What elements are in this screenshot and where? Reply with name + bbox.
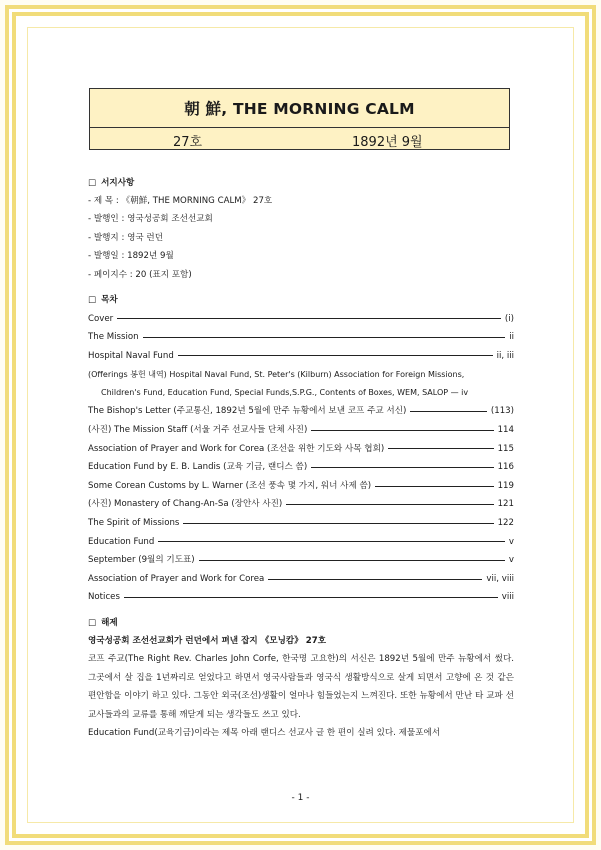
toc-entry: (사진) The Mission Staff (서울 거주 선교사들 단체 사진) 114 [88, 425, 514, 436]
toc-entry-offerings-cont: Children's Fund, Education Fund, Special Funds,S.P.G., Contents of Boxes, WEM, SALOP — iv [101, 388, 469, 398]
issue-date: 1892년 9월 [352, 135, 423, 150]
toc-heading: □ 목차 [88, 295, 118, 306]
toc-entry-offerings: (Offerings 봉헌 내역) Hospital Naval Fund, St. Peter's (Kilburn) Association for Foreign Missions, [88, 369, 465, 379]
issue-number: 27호 [173, 135, 203, 150]
toc-entry: The Spirit of Missions 122 [88, 518, 514, 529]
toc-entry: Association of Prayer and Work for Corea vii, viii [88, 573, 514, 584]
toc-entry: September (9월의 기도표) v [88, 555, 514, 566]
toc-entry: Hospital Naval Fund ii, iii [88, 350, 514, 361]
bibliography-line: - 발행일 : 1892년 9월 [88, 251, 174, 262]
checkbox-square-icon: □ [88, 177, 97, 188]
toc-entry: (사진) Monastery of Chang-An-Sa (장안사 사진) 121 [88, 499, 514, 510]
toc-entry: Education Fund by E. B. Landis (교육 기금, 랜디스 씀) 116 [88, 462, 514, 473]
bibliography-line: - 제 목 : 《朝鮮, THE MORNING CALM》 27호 [88, 195, 273, 206]
toc-entry: Cover (i) [88, 313, 514, 324]
table-of-contents [88, 310, 514, 608]
toc-entry: The Bishop's Letter (주교통신, 1892년 5월에 만주 뉴황에서 보낸 코프 주교 서신) (113) [88, 406, 514, 417]
bibliography-line: - 발행인 : 영국성공회 조선선교회 [88, 214, 213, 225]
page-number: - 1 - [291, 793, 310, 803]
commentary-paragraph: 코프 주교(The Right Rev. Charles John Corfe, 한국명 고요한)의 서신은 1892년 5월에 만주 뉴황에서 썼다. 그곳에서 살 집을 1년짜리로 얻었다고 하면서 영국사람들과 영국식 생활방식으로 살게 되면서 고향에 온 것 같은 편안함을 이야기 하고 있다. 그동안 외국(조선)생활이 얼마나 힘들었는지 느껴진다. 또한 뉴황에서 만난 타 교파 선교사들과의 교류를 통해 깨닫게 되는 생각들도 쓰고 있다. [88, 654, 514, 720]
commentary-heading: □ 해제 [88, 617, 118, 628]
bibliography-list [88, 192, 514, 285]
checkbox-square-icon: □ [88, 295, 97, 306]
checkbox-square-icon: □ [88, 617, 97, 628]
commentary-paragraph-2: Education Fund(교육기금)이라는 제목 아래 랜디스 선교사 글 한 편이 실려 있다. 제물포에서 [88, 728, 441, 739]
title-box [89, 88, 510, 150]
toc-entry: Some Corean Customs by L. Warner (조선 풍속 몇 가지, 워너 사제 씀) 119 [88, 480, 514, 491]
bibliography-line: - 발행지 : 영국 런던 [88, 232, 164, 243]
toc-entry: Education Fund v [88, 536, 514, 547]
bibliography-heading: □ 서지사항 [88, 177, 135, 188]
issue-info [90, 127, 509, 149]
bibliography-line: - 페이지수 : 20 (표지 포함) [88, 269, 192, 280]
commentary-title: 영국성공회 조선선교회가 런던에서 펴낸 잡지 《모닝캄》 27호 [88, 635, 327, 646]
toc-entry: Notices viii [88, 592, 514, 603]
document-body [88, 174, 514, 743]
toc-entry: Association of Prayer and Work for Corea (조선을 위한 기도와 사목 협회) 115 [88, 443, 514, 454]
toc-entry: The Mission ii [88, 332, 514, 343]
document-title: 朝 鮮, THE MORNING CALM [90, 89, 509, 128]
